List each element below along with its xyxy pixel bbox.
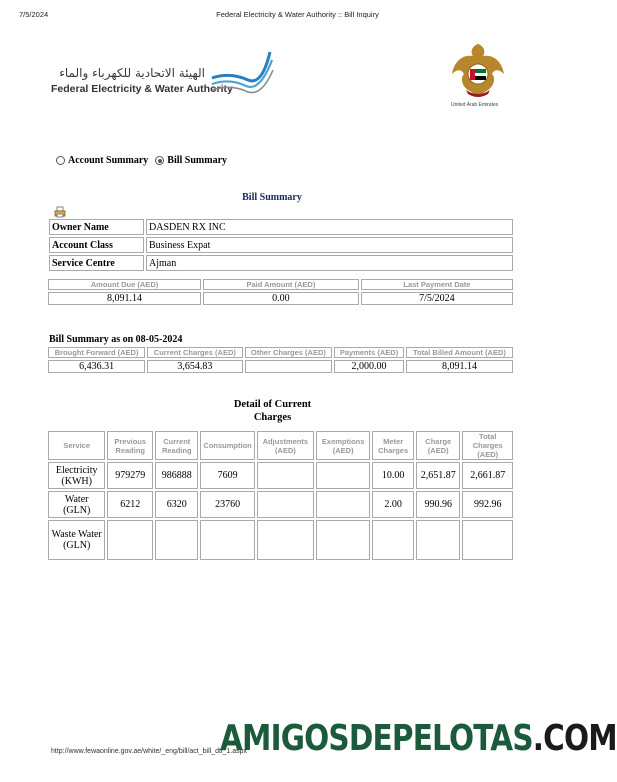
column-header: Current Reading xyxy=(155,431,198,460)
column-header: Adjustments (AED) xyxy=(257,431,314,460)
table-cell: 8,091.14 xyxy=(48,292,201,305)
print-date: 7/5/2024 xyxy=(19,10,49,19)
table-cell xyxy=(316,520,370,560)
table-cell: 2,000.00 xyxy=(334,360,404,373)
column-header: Payments (AED) xyxy=(334,347,404,358)
logo-arabic-text: الهيئة الاتحادية للكهرباء والماء xyxy=(59,66,205,80)
info-row xyxy=(49,219,513,235)
table-cell xyxy=(245,360,333,373)
column-header: Service xyxy=(48,431,105,460)
table-cell xyxy=(316,462,370,489)
emblem-caption: United Arab Emirates xyxy=(451,102,499,108)
bill-summary-radio[interactable] xyxy=(155,156,164,165)
table-cell xyxy=(462,520,513,560)
table-cell: 10.00 xyxy=(372,462,414,489)
summary-table xyxy=(46,345,515,375)
info-label: Account Class xyxy=(49,237,144,253)
watermark-main: AMIGOSDEPELOTAS xyxy=(220,718,533,759)
table-cell: 979279 xyxy=(107,462,153,489)
column-header: Previous Reading xyxy=(107,431,153,460)
table-cell xyxy=(107,520,153,560)
table-cell: 2.00 xyxy=(372,491,414,518)
table-cell: 2,661.87 xyxy=(462,462,513,489)
bill-summary-label[interactable]: Bill Summary xyxy=(167,155,228,166)
table-cell: 6,436.31 xyxy=(48,360,145,373)
view-selector xyxy=(56,155,227,166)
table-row xyxy=(48,462,513,489)
table-row xyxy=(48,360,513,373)
detail-charges-table xyxy=(46,429,515,562)
table-cell xyxy=(257,462,314,489)
info-value: DASDEN RX INC xyxy=(146,219,513,235)
table-cell xyxy=(155,520,198,560)
table-cell: 23760 xyxy=(200,491,254,518)
column-header: Brought Forward (AED) xyxy=(48,347,145,358)
watermark-tld: COM xyxy=(543,718,617,759)
detail-title: Detail of Current Charges xyxy=(233,399,312,423)
header-row xyxy=(48,347,513,358)
table-row xyxy=(48,292,513,305)
info-row xyxy=(49,255,513,271)
account-summary-radio[interactable] xyxy=(56,156,65,165)
bill-summary-title: Bill Summary xyxy=(242,192,302,203)
header-row xyxy=(48,279,513,290)
print-title: Federal Electricity & Water Authority :: Bill Inquiry xyxy=(216,10,379,19)
table-cell xyxy=(416,520,461,560)
table-cell: 7/5/2024 xyxy=(361,292,513,305)
owner-info-table xyxy=(47,217,515,273)
table-cell xyxy=(316,491,370,518)
table-cell xyxy=(372,520,414,560)
table-cell: Electricity (KWH) xyxy=(48,462,105,489)
bill-summary-date-caption: Bill Summary as on 08-05-2024 xyxy=(49,334,183,345)
table-cell: 990.96 xyxy=(416,491,461,518)
table-cell: 6320 xyxy=(155,491,198,518)
column-header: Paid Amount (AED) xyxy=(203,279,359,290)
table-cell: 992.96 xyxy=(462,491,513,518)
column-header: Total Charges (AED) xyxy=(462,431,513,460)
falcon-emblem-icon xyxy=(448,40,508,100)
account-summary-label[interactable]: Account Summary xyxy=(68,155,149,166)
table-cell: 2,651.87 xyxy=(416,462,461,489)
column-header: Amount Due (AED) xyxy=(48,279,201,290)
table-cell: 0.00 xyxy=(203,292,359,305)
column-header: Meter Charges xyxy=(372,431,414,460)
column-header: Charge (AED) xyxy=(416,431,461,460)
table-cell: 986888 xyxy=(155,462,198,489)
info-row xyxy=(49,237,513,253)
table-cell: 6212 xyxy=(107,491,153,518)
table-cell: 7609 xyxy=(200,462,254,489)
uae-emblem xyxy=(448,40,510,108)
table-cell xyxy=(257,520,314,560)
table-row xyxy=(48,520,513,560)
info-value: Ajman xyxy=(146,255,513,271)
info-label: Service Centre xyxy=(49,255,144,271)
table-cell: Waste Water (GLN) xyxy=(48,520,105,560)
table-cell xyxy=(200,520,254,560)
table-cell: 8,091.14 xyxy=(406,360,513,373)
table-row xyxy=(48,491,513,518)
table-cell xyxy=(257,491,314,518)
info-label: Owner Name xyxy=(49,219,144,235)
column-header: Other Charges (AED) xyxy=(245,347,333,358)
column-header: Current Charges (AED) xyxy=(147,347,242,358)
column-header: Exemptions (AED) xyxy=(316,431,370,460)
wave-logo-icon xyxy=(210,50,274,98)
column-header: Total Billed Amount (AED) xyxy=(406,347,513,358)
logo-english-text: Federal Electricity & Water Authority xyxy=(51,83,233,95)
watermark xyxy=(220,718,617,759)
column-header: Consumption xyxy=(200,431,254,460)
watermark-dot: . xyxy=(532,718,544,759)
payment-table xyxy=(46,277,515,307)
column-header: Last Payment Date xyxy=(361,279,513,290)
header-row xyxy=(48,431,513,460)
table-cell: Water (GLN) xyxy=(48,491,105,518)
info-value: Business Expat xyxy=(146,237,513,253)
footer-url: http://www.fewaonline.gov.ae/white/_eng/bill/act_bill_dtl_1.aspx xyxy=(51,748,247,755)
table-cell: 3,654.83 xyxy=(147,360,242,373)
